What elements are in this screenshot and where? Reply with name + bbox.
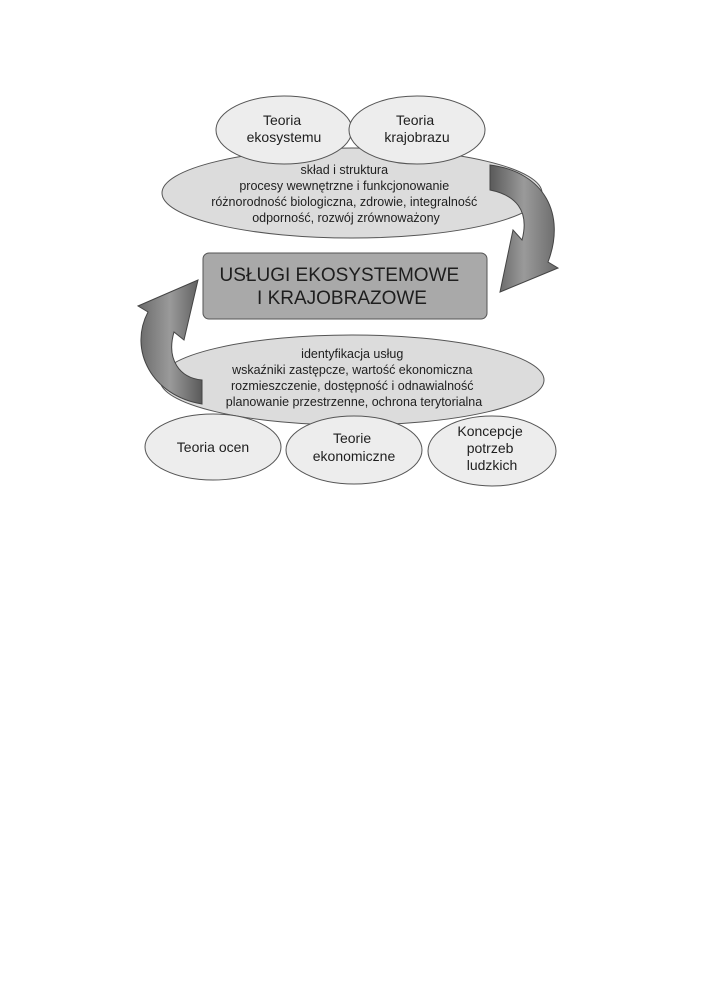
top-ellipse-line2: procesy wewnętrzne i funkcjonowanie <box>239 179 450 193</box>
theory-evaluation-label: Teoria ocen <box>176 439 250 455</box>
theory-landscape-line1: Teoria <box>395 112 435 128</box>
bottom-ellipse-line3: rozmieszczenie, dostępność i odnawialność <box>231 379 474 393</box>
bottom-ellipse-line2: wskaźniki zastępcze, wartość ekonomiczna <box>232 363 473 377</box>
center-box <box>203 253 487 319</box>
theory-ecosystem-line2: ekosystemu <box>246 129 322 145</box>
theory-landscape-line2: krajobrazu <box>384 129 450 145</box>
human-needs-line2: potrzeb <box>466 440 514 456</box>
bottom-ellipse-line1: identyfikacja usług <box>301 347 404 361</box>
economic-theories-line1: Teorie <box>332 430 372 446</box>
top-ellipse-line1: skład i struktura <box>300 163 389 177</box>
right-curved-arrow <box>490 165 558 292</box>
top-ellipse-line4: odporność, rozwój zrównoważony <box>252 211 440 225</box>
svg-text:Koncepcje potrzeb ludz <box>457 423 526 473</box>
top-ellipse-line3: różnorodność biologiczna, zdrowie, integralność <box>211 195 478 209</box>
theory-ecosystem-line1: Teoria <box>262 112 302 128</box>
center-box-line2: I KRAJOBRAZOWE <box>257 288 427 309</box>
human-needs-line1: Koncepcje <box>457 423 523 439</box>
svg-text:Teoria ocen <box>177 439 249 455</box>
bottom-ellipse-line4: planowanie przestrzenne, ochrona terytorialna <box>225 395 483 409</box>
left-curved-arrow <box>138 280 202 404</box>
economic-theories-line2: ekonomiczne <box>312 448 396 464</box>
center-box-line1: USŁUGI EKOSYSTEMOWE <box>219 265 460 286</box>
human-needs-line3: ludzkich <box>466 457 518 473</box>
